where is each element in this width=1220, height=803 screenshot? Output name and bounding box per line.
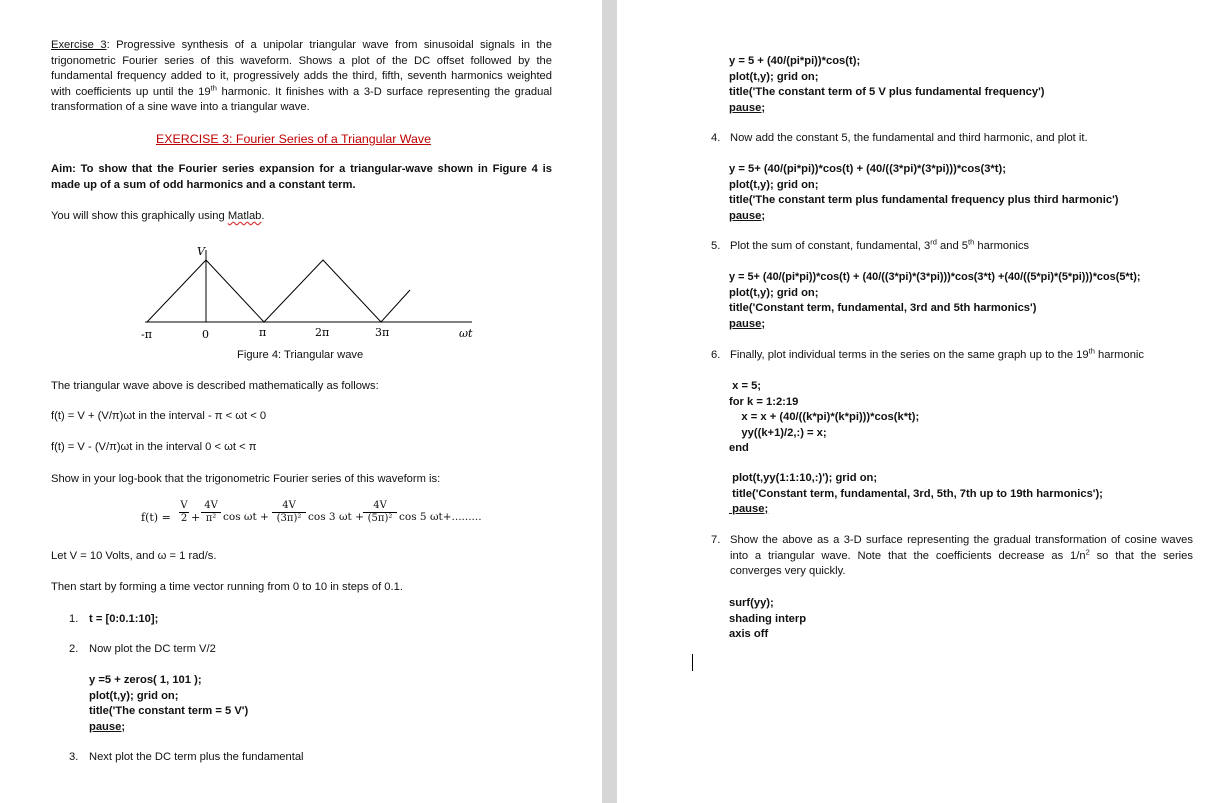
fourier-series-lhs: f(t) = [141,511,171,524]
step7-text-a: Show the above as a 3-D surface representing the gradual transformation of cosine waves into a triangular wave. Note that the coefficients decrease as 1/n [730,534,1193,562]
step5-sup-2: th [968,237,975,247]
logbook-text: Show in your log-book that the trigonometric Fourier series of this waveform is: [51,473,441,485]
code-line: title('Constant term, fundamental, 3rd and 5th harmonics') [729,302,1037,314]
code-line: yy((k+1)/2,:) = x; [729,426,827,439]
step6-plot-block [729,471,1103,518]
term1-fraction [201,500,221,525]
term3-numerator: 4V [363,500,397,513]
step5-text-c: harmonics [974,240,1030,252]
code-line: x = 5; [729,380,762,392]
term3-fraction [363,500,397,525]
equation-f1: f(t) = V + (V/π)ωt in the interval - π < ωt < 0 [51,410,267,422]
time-vector-text: Then start by forming a time vector running from 0 to 10 in steps of 0.1. [51,581,403,593]
step2-code-block [89,673,248,735]
term2-denominator: (3π)² [276,513,302,524]
text-cursor[interactable] [692,654,693,671]
term2-numerator: 4V [272,500,306,513]
step5-text-a: Plot the sum of constant, fundamental, 3 [730,240,931,252]
tick-3pi: 3π [375,326,390,339]
code-line: end [729,442,749,454]
code-line: pause; [729,317,766,330]
code-line: x = x + (40/((k*pi)*(k*pi)))*cos(k*t); [729,411,920,423]
step1-code: t = [0:0.1:10]; [89,613,159,625]
step7-text [730,533,1193,580]
document-page-left [0,0,602,803]
code-line: shading interp [729,612,807,625]
code-line: title('Constant term, fundamental, 3rd, 5th, 7th up to 19th harmonics'); [729,487,1103,500]
step3-text: Next plot the DC term plus the fundamental [89,751,304,763]
step4-code-block [729,162,1118,224]
step3-number: 3. [69,751,79,763]
step7-sup: 2 [1085,546,1090,556]
intro-text-2: harmonic. It finishes with a 3-D surface representing the gradual transformation of a sine wave into a triangular wave. [51,85,552,113]
code-line: pause; [729,503,769,515]
tick-zero: 0 [202,328,209,341]
step6-text-b: harmonic [1094,349,1145,361]
intro-text: : Progressive synthesis of a unipolar triangular wave from sinusoidal signals in the trigonometric Fourier series of this waveform. Shows a plot of the DC offset followed by the fundamental frequency added to it, progressively adds the third, fifth, seventh harmonics weighted with coefficients up until the 19 [51,39,552,98]
code-line: title('The constant term plus fundamental frequency plus third harmonic') [729,194,1119,206]
code-line: pause; [729,101,766,114]
code-line: pause; [729,209,766,222]
code-line: pause; [89,720,126,733]
tick-neg-pi: -π [141,328,152,341]
show-graph-line [51,209,265,225]
show-graph-pre: You will show this graphically using [51,210,228,222]
code-line: axis off [729,628,769,640]
term3-denominator: (5π)² [367,513,393,524]
step7-text-b: so that the series converges very quickly. [730,549,1193,577]
code-line: for k = 1:2:19 [729,395,799,408]
step5-sup-1: rd [930,237,937,247]
tick-pi: π [259,326,267,339]
step6-number: 6. [711,349,721,361]
code-line: surf(yy); [729,597,774,609]
show-graph-post: . [261,210,265,222]
step6-sup: th [1088,346,1095,356]
intro-paragraph [51,38,552,116]
step6-text-a: Finally, plot individual terms in the series on the same graph up to the 19 [730,349,1089,361]
document-page-right [617,0,1220,803]
let-v-text: Let V = 10 Volts, and ω = 1 rad/s. [51,550,217,562]
code-line: y = 5+ (40/(pi*pi))*cos(t) + (40/((3*pi)*(3*pi)))*cos(3*t); [729,163,1006,175]
step7-number: 7. [711,534,721,546]
term2-fraction [272,500,306,525]
intro-label: Exercise 3 [51,39,107,51]
step5-text-b: and 5 [936,240,969,252]
triangle-waveform [147,260,410,322]
term3-cos: cos 5 ωt+......... [399,511,482,523]
term1-numerator: 4V [201,500,221,513]
plus-sign: + [191,511,201,524]
step3-code-block [729,54,1045,116]
code-line: y = 5+ (40/(pi*pi))*cos(t) + (40/((3*pi)*(3*pi)))*cos(3*t) +(40/((5*pi)*(5*pi)))*cos(5*t); [729,271,1141,283]
step6-code-block [729,379,919,457]
code-line: plot(t,y); grid on; [89,689,179,702]
code-line: y = 5 + (40/(pi*pi))*cos(t); [729,55,861,67]
code-line: y =5 + zeros( 1, 101 ); [89,674,202,686]
step5-number: 5. [711,240,721,252]
term0-denominator: 2 [180,513,188,524]
intro-sup: th [210,82,217,92]
equation-f2: f(t) = V - (V/π)ωt in the interval 0 < ωt < π [51,441,257,453]
step7-code-block [729,596,806,643]
step4-text: Now add the constant 5, the fundamental and third harmonic, and plot it. [730,132,1088,144]
code-line: plot(t,y); grid on; [729,70,819,83]
term2-cos: cos 3 ωt + [308,511,364,523]
term1-denominator: π² [205,513,217,524]
step6-text [730,348,1144,364]
code-line: plot(t,yy(1:1:10,:)'); grid on; [729,472,878,484]
step2-number: 2. [69,643,79,655]
exercise-heading: EXERCISE 3: Fourier Series of a Triangular Wave [156,132,431,146]
step1-number: 1. [69,613,79,625]
step2-text: Now plot the DC term V/2 [89,643,216,655]
code-line: plot(t,y); grid on; [729,286,819,299]
code-line: title('The constant term = 5 V') [89,705,249,717]
aim-paragraph: Aim: To show that the Fourier series expansion for a triangular-wave shown in Figure 4 is made up of a sum of odd harmonics and a constant term. [51,163,552,191]
matlab-word: Matlab [227,210,262,222]
code-line: plot(t,y); grid on; [729,178,819,191]
x-axis-label: ωt [459,327,473,340]
code-line: title('The constant term of 5 V plus fundamental frequency') [729,86,1045,98]
term0-fraction [179,500,189,525]
step4-number: 4. [711,132,721,144]
y-axis-label: V [197,245,205,258]
term1-cos: cos ωt + [223,511,269,523]
described-text: The triangular wave above is described mathematically as follows: [51,380,379,392]
figure-caption: Figure 4: Triangular wave [237,349,364,361]
term0-numerator: V [180,500,188,511]
step5-code-block [729,270,1141,332]
step5-text [730,239,1029,255]
tick-2pi: 2π [315,326,330,339]
